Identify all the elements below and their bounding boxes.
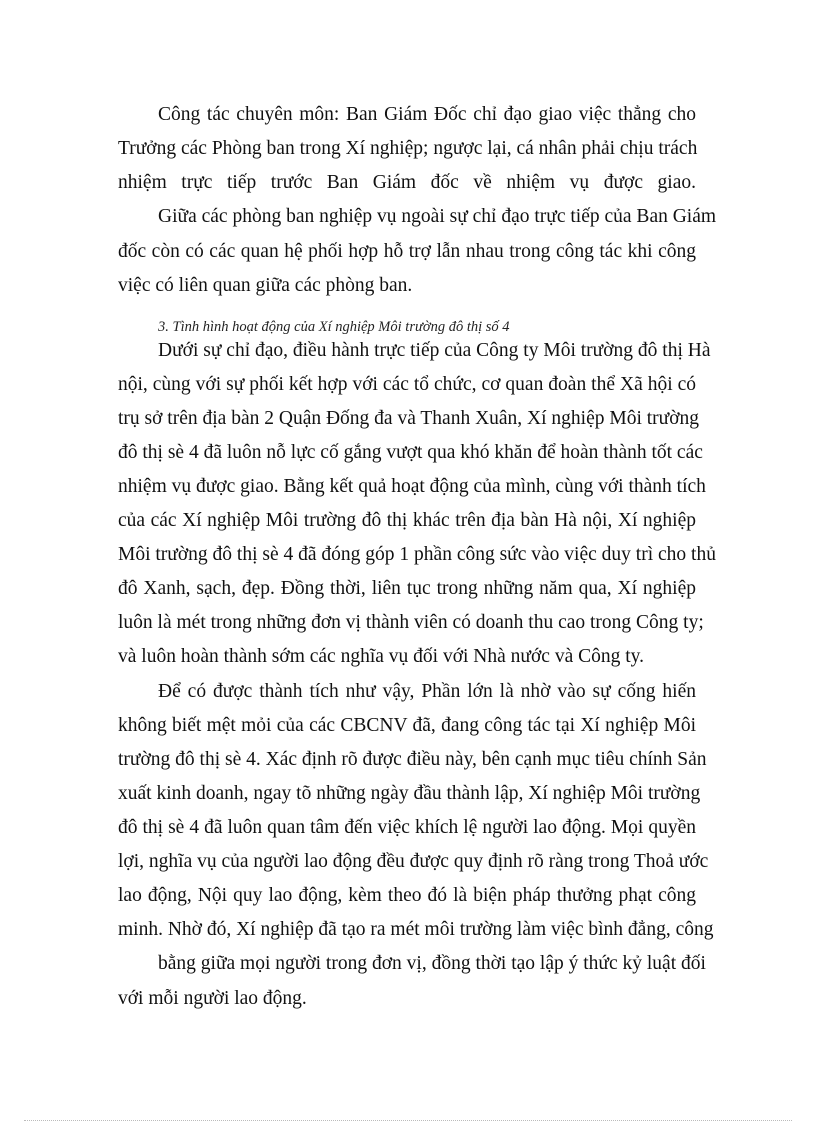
paragraph-5-line-2: với mỗi người lao động. bbox=[118, 988, 307, 1009]
paragraph-4-line-3: trường đô thị sè 4. Xác định rõ được điều này, bên cạnh mục tiêu chính Sản bbox=[118, 749, 707, 770]
paragraph-3-line-4: đô thị sè 4 đã luôn nỗ lực cố gắng vượt qua khó khăn để hoàn thành tốt các bbox=[118, 442, 703, 463]
paragraph-4-line-8: minh. Nhờ đó, Xí nghiệp đã tạo ra mét môi trường làm việc bình đẳng, công bbox=[118, 919, 714, 940]
paragraph-3-line-3: trụ sở trên địa bàn 2 Quận Đống đa và Thanh Xuân, Xí nghiệp Môi trường bbox=[118, 408, 700, 429]
paragraph-5-line-1: bằng giữa mọi người trong đơn vị, đồng thời tạo lập ý thức kỷ luật đối bbox=[158, 953, 706, 974]
paragraph-3-line-5: nhiệm vụ được giao. Bằng kết quả hoạt động của mình, cùng với thành tích bbox=[118, 476, 706, 497]
paragraph-3-line-9: luôn là mét trong những đơn vị thành viên có doanh thu cao trong Công ty; bbox=[118, 612, 704, 633]
paragraph-4-line-4: xuất kinh doanh, ngay tõ những ngày đầu thành lập, Xí nghiệp Môi trường bbox=[118, 783, 701, 804]
paragraph-2-line-3: việc có liên quan giữa các phòng ban. bbox=[118, 275, 413, 296]
paragraph-3-line-6: của các Xí nghiệp Môi trường đô thị khác trên địa bàn Hà nội, Xí nghiệp bbox=[118, 510, 696, 531]
paragraph-4-line-1: Để có được thành tích như vậy, Phần lớn là nhờ vào sự cống hiến bbox=[158, 681, 696, 702]
paragraph-3-line-1: Dưới sự chỉ đạo, điều hành trực tiếp của Công ty Môi trường đô thị Hà bbox=[158, 340, 711, 361]
paragraph-3-line-10: và luôn hoàn thành sớm các nghĩa vụ đối với Nhà nước và Công ty. bbox=[118, 646, 645, 667]
page-bottom-divider bbox=[24, 1120, 792, 1121]
paragraph-4-line-6: lợi, nghĩa vụ của người lao động đều được quy định rõ ràng trong Thoả ước bbox=[118, 851, 709, 872]
paragraph-4-line-5: đô thị sè 4 đã luôn quan tâm đến việc khích lệ người lao động. Mọi quyền bbox=[118, 817, 696, 838]
paragraph-1-line-3: nhiệm trực tiếp trước Ban Giám đốc về nhiệm vụ được giao. bbox=[118, 172, 696, 193]
paragraph-3-line-7: Môi trường đô thị sè 4 đã đóng góp 1 phần công sức vào việc duy trì cho thủ bbox=[118, 544, 716, 565]
paragraph-1-line-1: Công tác chuyên môn: Ban Giám Đốc chỉ đạo giao việc thẳng cho bbox=[158, 104, 696, 125]
paragraph-2-line-1: Giữa các phòng ban nghiệp vụ ngoài sự chỉ đạo trực tiếp của Ban Giám bbox=[158, 206, 717, 227]
paragraph-4-line-7: lao động, Nội quy lao động, kèm theo đó là biện pháp thưởng phạt công bbox=[118, 885, 696, 906]
paragraph-4-line-2: không biết mệt mỏi của các CBCNV đã, đang công tác tại Xí nghiệp Môi bbox=[118, 715, 696, 736]
paragraph-3-line-8: đô Xanh, sạch, đẹp. Đồng thời, liên tục trong những năm qua, Xí nghiệp bbox=[118, 578, 696, 599]
paragraph-1-line-2: Trưởng các Phòng ban trong Xí nghiệp; ngược lại, cá nhân phải chịu trách bbox=[118, 138, 698, 159]
paragraph-2-line-2: đốc còn có các quan hệ phối hợp hỗ trợ lẫn nhau trong công tác khi công bbox=[118, 241, 696, 262]
section-heading: 3. Tình hình hoạt động của Xí nghiệp Môi trường đô thị số 4 bbox=[158, 319, 510, 335]
paragraph-3-line-2: nội, cùng với sự phối kết hợp với các tổ chức, cơ quan đoàn thể Xã hội có bbox=[118, 374, 696, 395]
